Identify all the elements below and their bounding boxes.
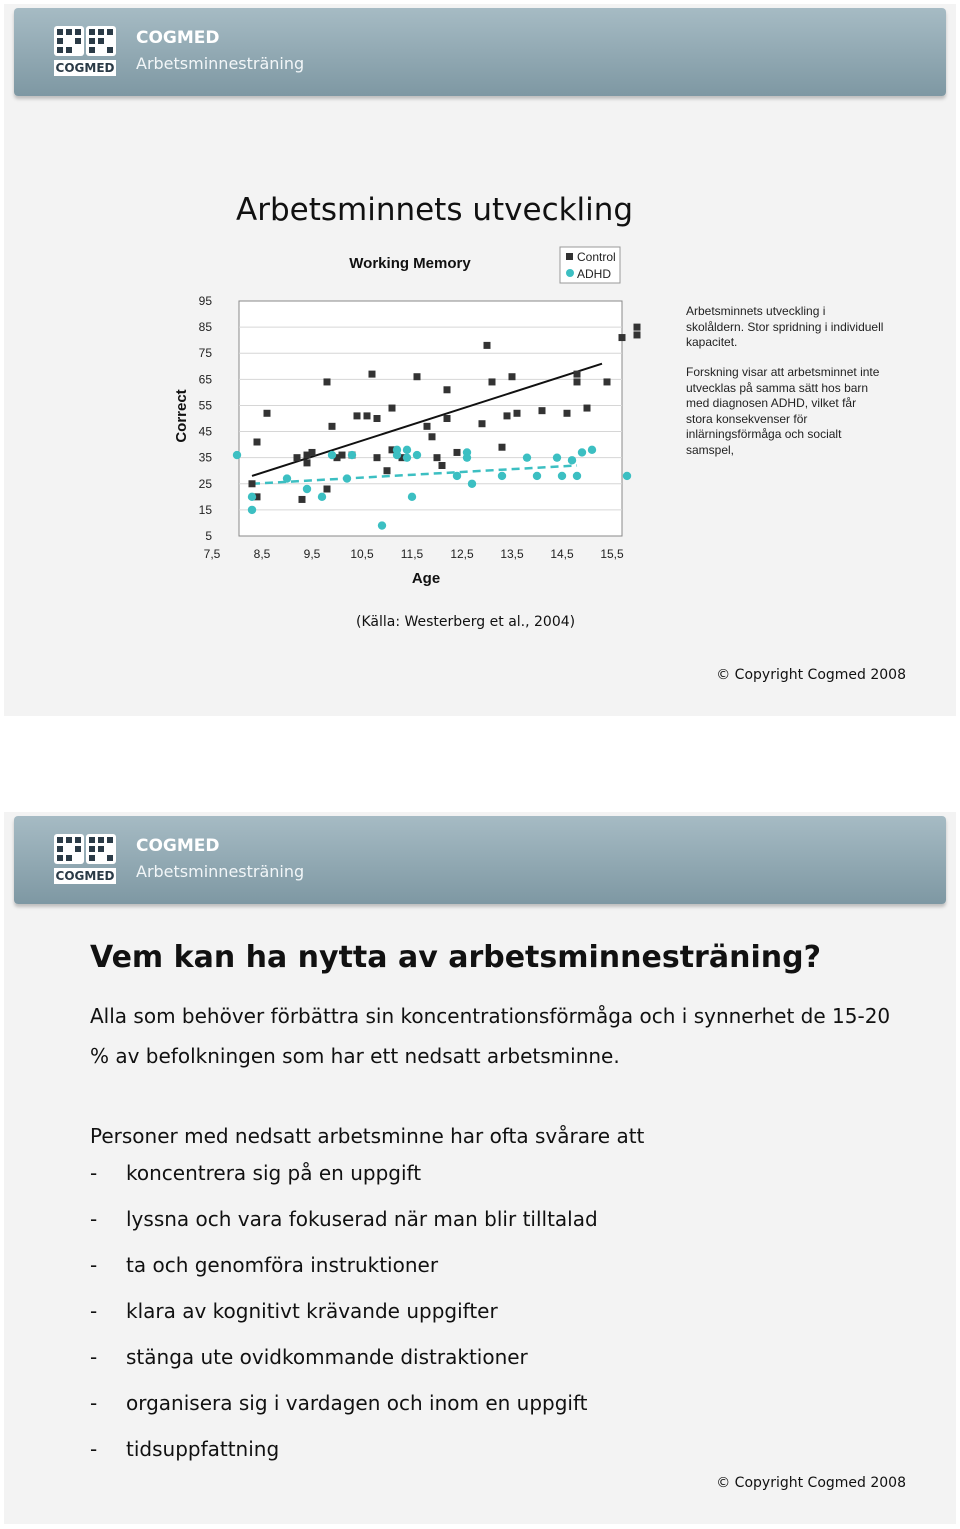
adhd-point: [578, 448, 586, 456]
working-memory-chart: [164, 240, 654, 590]
cogmed-logo-icon: [54, 26, 116, 58]
list-dash: -: [90, 1299, 98, 1323]
control-point: [499, 444, 506, 451]
control-point: [539, 407, 546, 414]
control-point: [489, 378, 496, 385]
control-point: [574, 378, 581, 385]
y-tick-label: 15: [198, 502, 212, 517]
adhd-point: [283, 474, 291, 482]
control-point: [384, 467, 391, 474]
y-tick-label: 5: [205, 529, 212, 543]
list-dash: -: [90, 1207, 98, 1231]
adhd-point: [523, 453, 531, 461]
legend-control-marker: [566, 253, 573, 260]
control-point: [604, 378, 611, 385]
cogmed-logo-icon: [54, 834, 116, 866]
y-axis-label: Correct: [173, 389, 190, 443]
control-point: [309, 449, 316, 456]
x-tick-labels: [204, 547, 624, 561]
control-point: [574, 371, 581, 378]
list-item-text: koncentrera sig på en uppgift: [126, 1161, 422, 1185]
header-banner: [14, 816, 946, 904]
slide-title: Vem kan ha nytta av arbetsminnesträning?: [90, 940, 821, 975]
y-tick-label: 75: [198, 346, 212, 361]
control-point: [264, 410, 271, 417]
control-point: [479, 420, 486, 427]
control-point: [584, 405, 591, 412]
list-item: [90, 1296, 598, 1342]
adhd-point: [463, 448, 471, 456]
adhd-point: [413, 451, 421, 459]
adhd-point: [233, 451, 241, 459]
control-point: [354, 412, 361, 419]
list-item: [90, 1342, 598, 1388]
adhd-point: [588, 446, 596, 454]
control-point: [374, 415, 381, 422]
control-point: [454, 449, 461, 456]
list-item: [90, 1434, 598, 1480]
x-tick-label: 14,5: [550, 547, 574, 561]
brand-name: COGMED: [136, 836, 220, 856]
intro-paragraph: Alla som behöver förbättra sin koncentrationsförmåga och i synnerhet de 15-20 % av befolkningen som har ett nedsatt arbetsminne.: [90, 1004, 891, 1068]
source-citation: (Källa: Westerberg et al., 2004): [356, 614, 576, 630]
adhd-point: [558, 472, 566, 480]
control-point: [324, 486, 331, 493]
list-lead-in: Personer med nedsatt arbetsminne har ofta svårare att: [90, 1124, 645, 1148]
control-point: [484, 342, 491, 349]
control-point: [374, 454, 381, 461]
adhd-point: [393, 446, 401, 454]
control-point: [389, 405, 396, 412]
control-point: [634, 324, 641, 331]
adhd-point: [623, 472, 631, 480]
list-dash: -: [90, 1391, 98, 1415]
control-point: [564, 410, 571, 417]
adhd-point: [403, 453, 411, 461]
brand-tagline: Arbetsminnesträning: [136, 862, 305, 881]
control-point: [414, 373, 421, 380]
control-point: [424, 423, 431, 430]
legend-control-label: Control: [577, 250, 616, 264]
list-dash: -: [90, 1161, 98, 1185]
list-item-text: lyssna och vara fokuserad när man blir tilltalad: [126, 1207, 598, 1231]
list-item-text: stänga ute ovidkommande distraktioner: [126, 1345, 528, 1369]
chart-legend: [560, 247, 620, 283]
slide-working-memory: [4, 4, 956, 716]
list-item-text: klara av kognitivt krävande uppgifter: [126, 1299, 498, 1323]
x-tick-label: 13,5: [500, 547, 524, 561]
slide-who-benefits: [4, 812, 956, 1524]
adhd-point: [248, 493, 256, 501]
legend-adhd-label: ADHD: [577, 267, 612, 281]
adhd-point: [533, 472, 541, 480]
x-tick-label: 8,5: [253, 547, 271, 561]
adhd-point: [573, 472, 581, 480]
adhd-point: [408, 493, 416, 501]
difficulty-list: [90, 1158, 598, 1480]
adhd-point: [348, 451, 356, 459]
adhd-point: [468, 480, 476, 488]
list-item-text: tidsuppfattning: [126, 1437, 280, 1461]
control-point: [324, 378, 331, 385]
control-point: [299, 496, 306, 503]
control-point: [514, 410, 521, 417]
list-item: [90, 1204, 598, 1250]
x-tick-label: 12,5: [450, 547, 474, 561]
adhd-point: [328, 451, 336, 459]
adhd-point: [498, 472, 506, 480]
x-tick-label: 7,5: [203, 547, 221, 561]
y-tick-label: 95: [198, 294, 212, 308]
adhd-point: [343, 474, 351, 482]
y-tick-label: 55: [198, 398, 212, 413]
control-point: [444, 415, 451, 422]
control-point: [254, 439, 261, 446]
control-point: [249, 480, 256, 487]
copyright-notice: © Copyright Cogmed 2008: [716, 667, 906, 683]
y-tick-label: 45: [198, 424, 212, 439]
slide-title: Arbetsminnets utveckling: [236, 192, 634, 228]
brand-name: COGMED: [136, 28, 220, 48]
y-tick-label: 35: [198, 450, 212, 465]
x-tick-label: 11,5: [400, 547, 424, 561]
adhd-point: [453, 472, 461, 480]
side-text-research: Forskning visar att arbetsminnet inte utvecklas på samma sätt hos barn med diagnosen ADHD, vilket får stora konsekvenser för inlärningsförmåga och socialt samspel,: [686, 365, 880, 457]
list-item: [90, 1250, 598, 1296]
y-tick-label: 65: [198, 372, 212, 387]
side-text-intro: Arbetsminnets utveckling i skolåldern. Stor spridning i individuell kapacitet.: [686, 304, 884, 349]
x-axis-label: Age: [411, 570, 441, 587]
chart-title: Working Memory: [349, 255, 471, 272]
control-point: [329, 423, 336, 430]
list-item: [90, 1158, 598, 1204]
logo-wordmark: COGMED: [55, 61, 115, 75]
x-tick-label: 15,5: [600, 547, 624, 561]
brand-tagline: Arbetsminnesträning: [136, 54, 305, 73]
control-point: [634, 331, 641, 338]
list-item-text: organisera sig i vardagen och inom en uppgift: [126, 1391, 588, 1415]
control-point: [364, 412, 371, 419]
adhd-point: [568, 456, 576, 464]
list-item-text: ta och genomföra instruktioner: [126, 1253, 439, 1277]
control-point: [339, 452, 346, 459]
list-dash: -: [90, 1345, 98, 1369]
y-tick-label: 85: [198, 320, 212, 335]
control-point: [434, 454, 441, 461]
adhd-point: [318, 493, 326, 501]
control-point: [369, 371, 376, 378]
list-dash: -: [90, 1437, 98, 1461]
list-item: [90, 1388, 598, 1434]
header-banner: [14, 8, 946, 96]
x-tick-label: 10,5: [350, 547, 374, 561]
control-point: [429, 433, 436, 440]
adhd-point: [403, 446, 411, 454]
adhd-point: [248, 506, 256, 514]
list-dash: -: [90, 1253, 98, 1277]
adhd-point: [378, 521, 386, 529]
control-point: [294, 454, 301, 461]
y-tick-label: 25: [198, 476, 212, 491]
logo-wordmark: COGMED: [55, 869, 115, 883]
adhd-point: [303, 485, 311, 493]
copyright-notice: © Copyright Cogmed 2008: [716, 1475, 906, 1491]
control-point: [619, 334, 626, 341]
control-point: [509, 373, 516, 380]
x-tick-label: 9,5: [303, 547, 321, 561]
control-point: [444, 386, 451, 393]
y-tick-labels: [199, 294, 213, 543]
control-point: [504, 412, 511, 419]
legend-adhd-marker: [566, 269, 574, 277]
control-point: [304, 459, 311, 466]
control-point: [439, 462, 446, 469]
adhd-point: [553, 453, 561, 461]
